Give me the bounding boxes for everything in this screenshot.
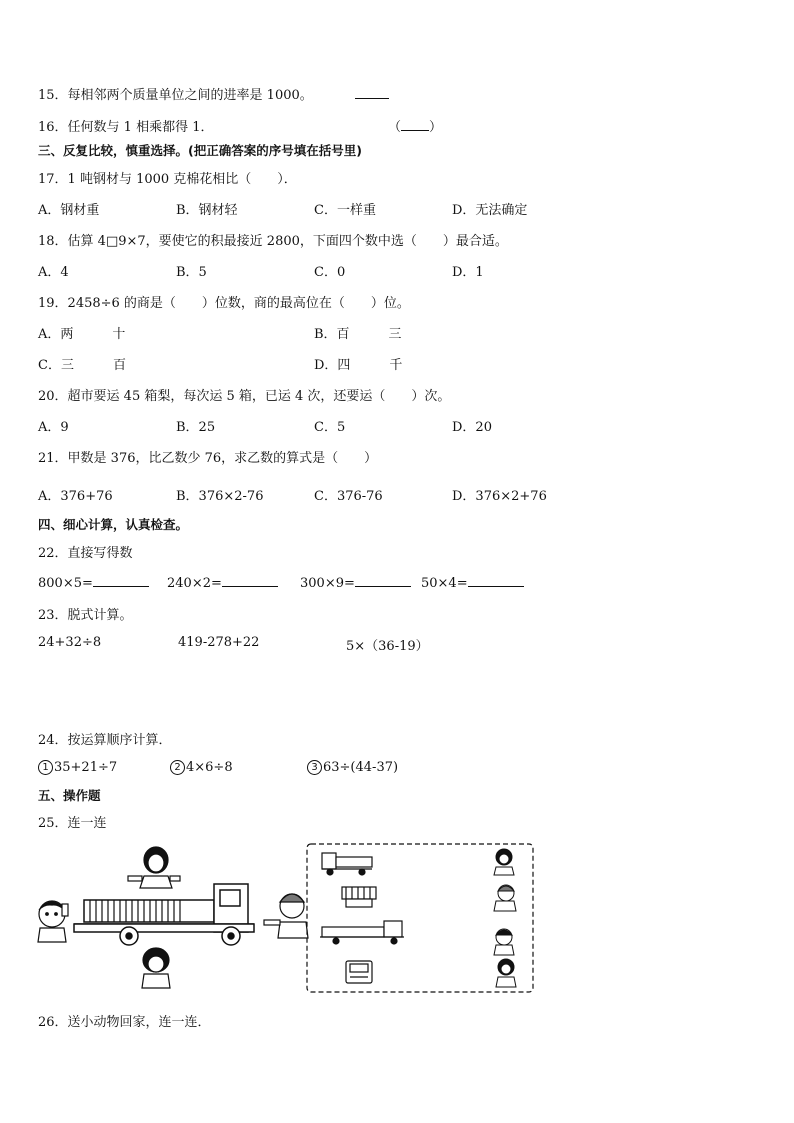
truck-side-view-icon[interactable] (322, 853, 372, 875)
girl-top-icon (128, 847, 180, 888)
section-5-title: 五、操作题 (38, 788, 101, 803)
question-25-text: 25．连一连 (38, 816, 107, 831)
question-22-text: 22．直接写得数 (38, 546, 133, 561)
child-view-3-icon[interactable] (494, 929, 514, 955)
q19-option-b[interactable]: B．百 三 (314, 327, 402, 342)
q17-option-d[interactable]: D．无法确定 (452, 203, 528, 218)
q23-item-1: 24+32÷8 (38, 635, 102, 650)
q20-option-c[interactable]: C．5 (314, 420, 346, 435)
q21-option-a[interactable]: A．376+76 (38, 489, 113, 504)
truck-top-view-icon[interactable] (342, 887, 376, 907)
question-18-text: 18．估算 4□9×7，要使它的积最接近 2800，下面四个数中选（ ）最合适。 (38, 234, 508, 249)
section-4-title: 四、细心计算，认真检查。 (38, 517, 189, 532)
q24-item-3: 3 63÷(44-37) (307, 760, 398, 775)
q22-item-3: 300×9= (300, 574, 411, 591)
child-view-4-icon[interactable] (496, 959, 516, 987)
section-3-title: 三、反复比较，慎重选择。(把正确答案的序号填在括号里) (38, 143, 362, 158)
q20-option-b[interactable]: B．25 (176, 420, 216, 435)
question-19-text: 19．2458÷6 的商是（ ）位数，商的最高位在（ ）位。 (38, 296, 410, 311)
question-15-text: 15．每相邻两个质量单位之间的进率是 1000。 (38, 88, 313, 103)
child-view-2-icon[interactable] (494, 885, 516, 911)
answer-paren-16[interactable]: （ ） (388, 120, 443, 135)
q19-option-a[interactable]: A．两 十 (38, 327, 126, 342)
question-23-text: 23．脱式计算。 (38, 608, 133, 623)
q21-option-b[interactable]: B．376×2-76 (176, 489, 264, 504)
q21-option-c[interactable]: C．376-76 (314, 489, 383, 504)
q18-option-a[interactable]: A．4 (38, 265, 69, 280)
q22-answer-1[interactable] (93, 574, 149, 587)
girl-bottom-icon (142, 948, 170, 988)
boy-left-icon (38, 901, 68, 942)
q24-item-2: 2 4×6÷8 (170, 760, 233, 775)
question-24-text: 24．按运算顺序计算． (38, 733, 172, 748)
q17-option-c[interactable]: C．一样重 (314, 203, 376, 218)
question-21-text: 21．甲数是 376，比乙数少 76，求乙数的算式是（ ） (38, 451, 378, 466)
q20-option-a[interactable]: A．9 (38, 420, 69, 435)
q18-option-b[interactable]: B．5 (176, 265, 207, 280)
question-17-text: 17．1 吨钢材与 1000 克棉花相比（ ）． (38, 172, 297, 187)
q22-answer-3[interactable] (355, 574, 411, 587)
truck-side-icon (74, 884, 254, 945)
q17-option-a[interactable]: A．钢材重 (38, 203, 100, 218)
q18-option-c[interactable]: C．0 (314, 265, 346, 280)
q22-item-4: 50×4= (421, 574, 524, 591)
q24-item-1: 1 35+21÷7 (38, 760, 117, 775)
q23-item-2: 419-278+22 (178, 635, 260, 650)
q23-item-3: 5×（36-19） (346, 639, 429, 654)
q22-item-1: 800×5= (38, 574, 149, 591)
q19-option-d[interactable]: D．四 千 (314, 358, 403, 373)
q17-option-b[interactable]: B．钢材轻 (176, 203, 238, 218)
q25-scene-illustration (34, 842, 310, 992)
q22-item-2: 240×2= (167, 574, 278, 591)
q21-option-d[interactable]: D．376×2+76 (452, 489, 547, 504)
question-16-text: 16．任何数与 1 相乘都得 1． (38, 120, 214, 135)
question-20-text: 20．超市要运 45 箱梨，每次运 5 箱，已运 4 次，还要运（ ）次。 (38, 389, 451, 404)
q22-answer-2[interactable] (222, 574, 278, 587)
truck-front-view-icon[interactable] (346, 961, 372, 983)
q18-option-d[interactable]: D．1 (452, 265, 484, 280)
question-26-text: 26．送小动物回家，连一连． (38, 1015, 211, 1030)
q19-option-c[interactable]: C．三 百 (38, 358, 126, 373)
question-15 (38, 84, 389, 103)
truck-long-side-view-icon[interactable] (320, 921, 404, 944)
q22-answer-4[interactable] (468, 574, 524, 587)
answer-blank-15[interactable] (355, 86, 389, 99)
question-16 (38, 116, 443, 135)
q20-option-d[interactable]: D．20 (452, 420, 492, 435)
boy-cap-right-icon (264, 894, 308, 938)
child-view-1-icon[interactable] (494, 849, 514, 875)
q25-views-box (306, 843, 534, 993)
